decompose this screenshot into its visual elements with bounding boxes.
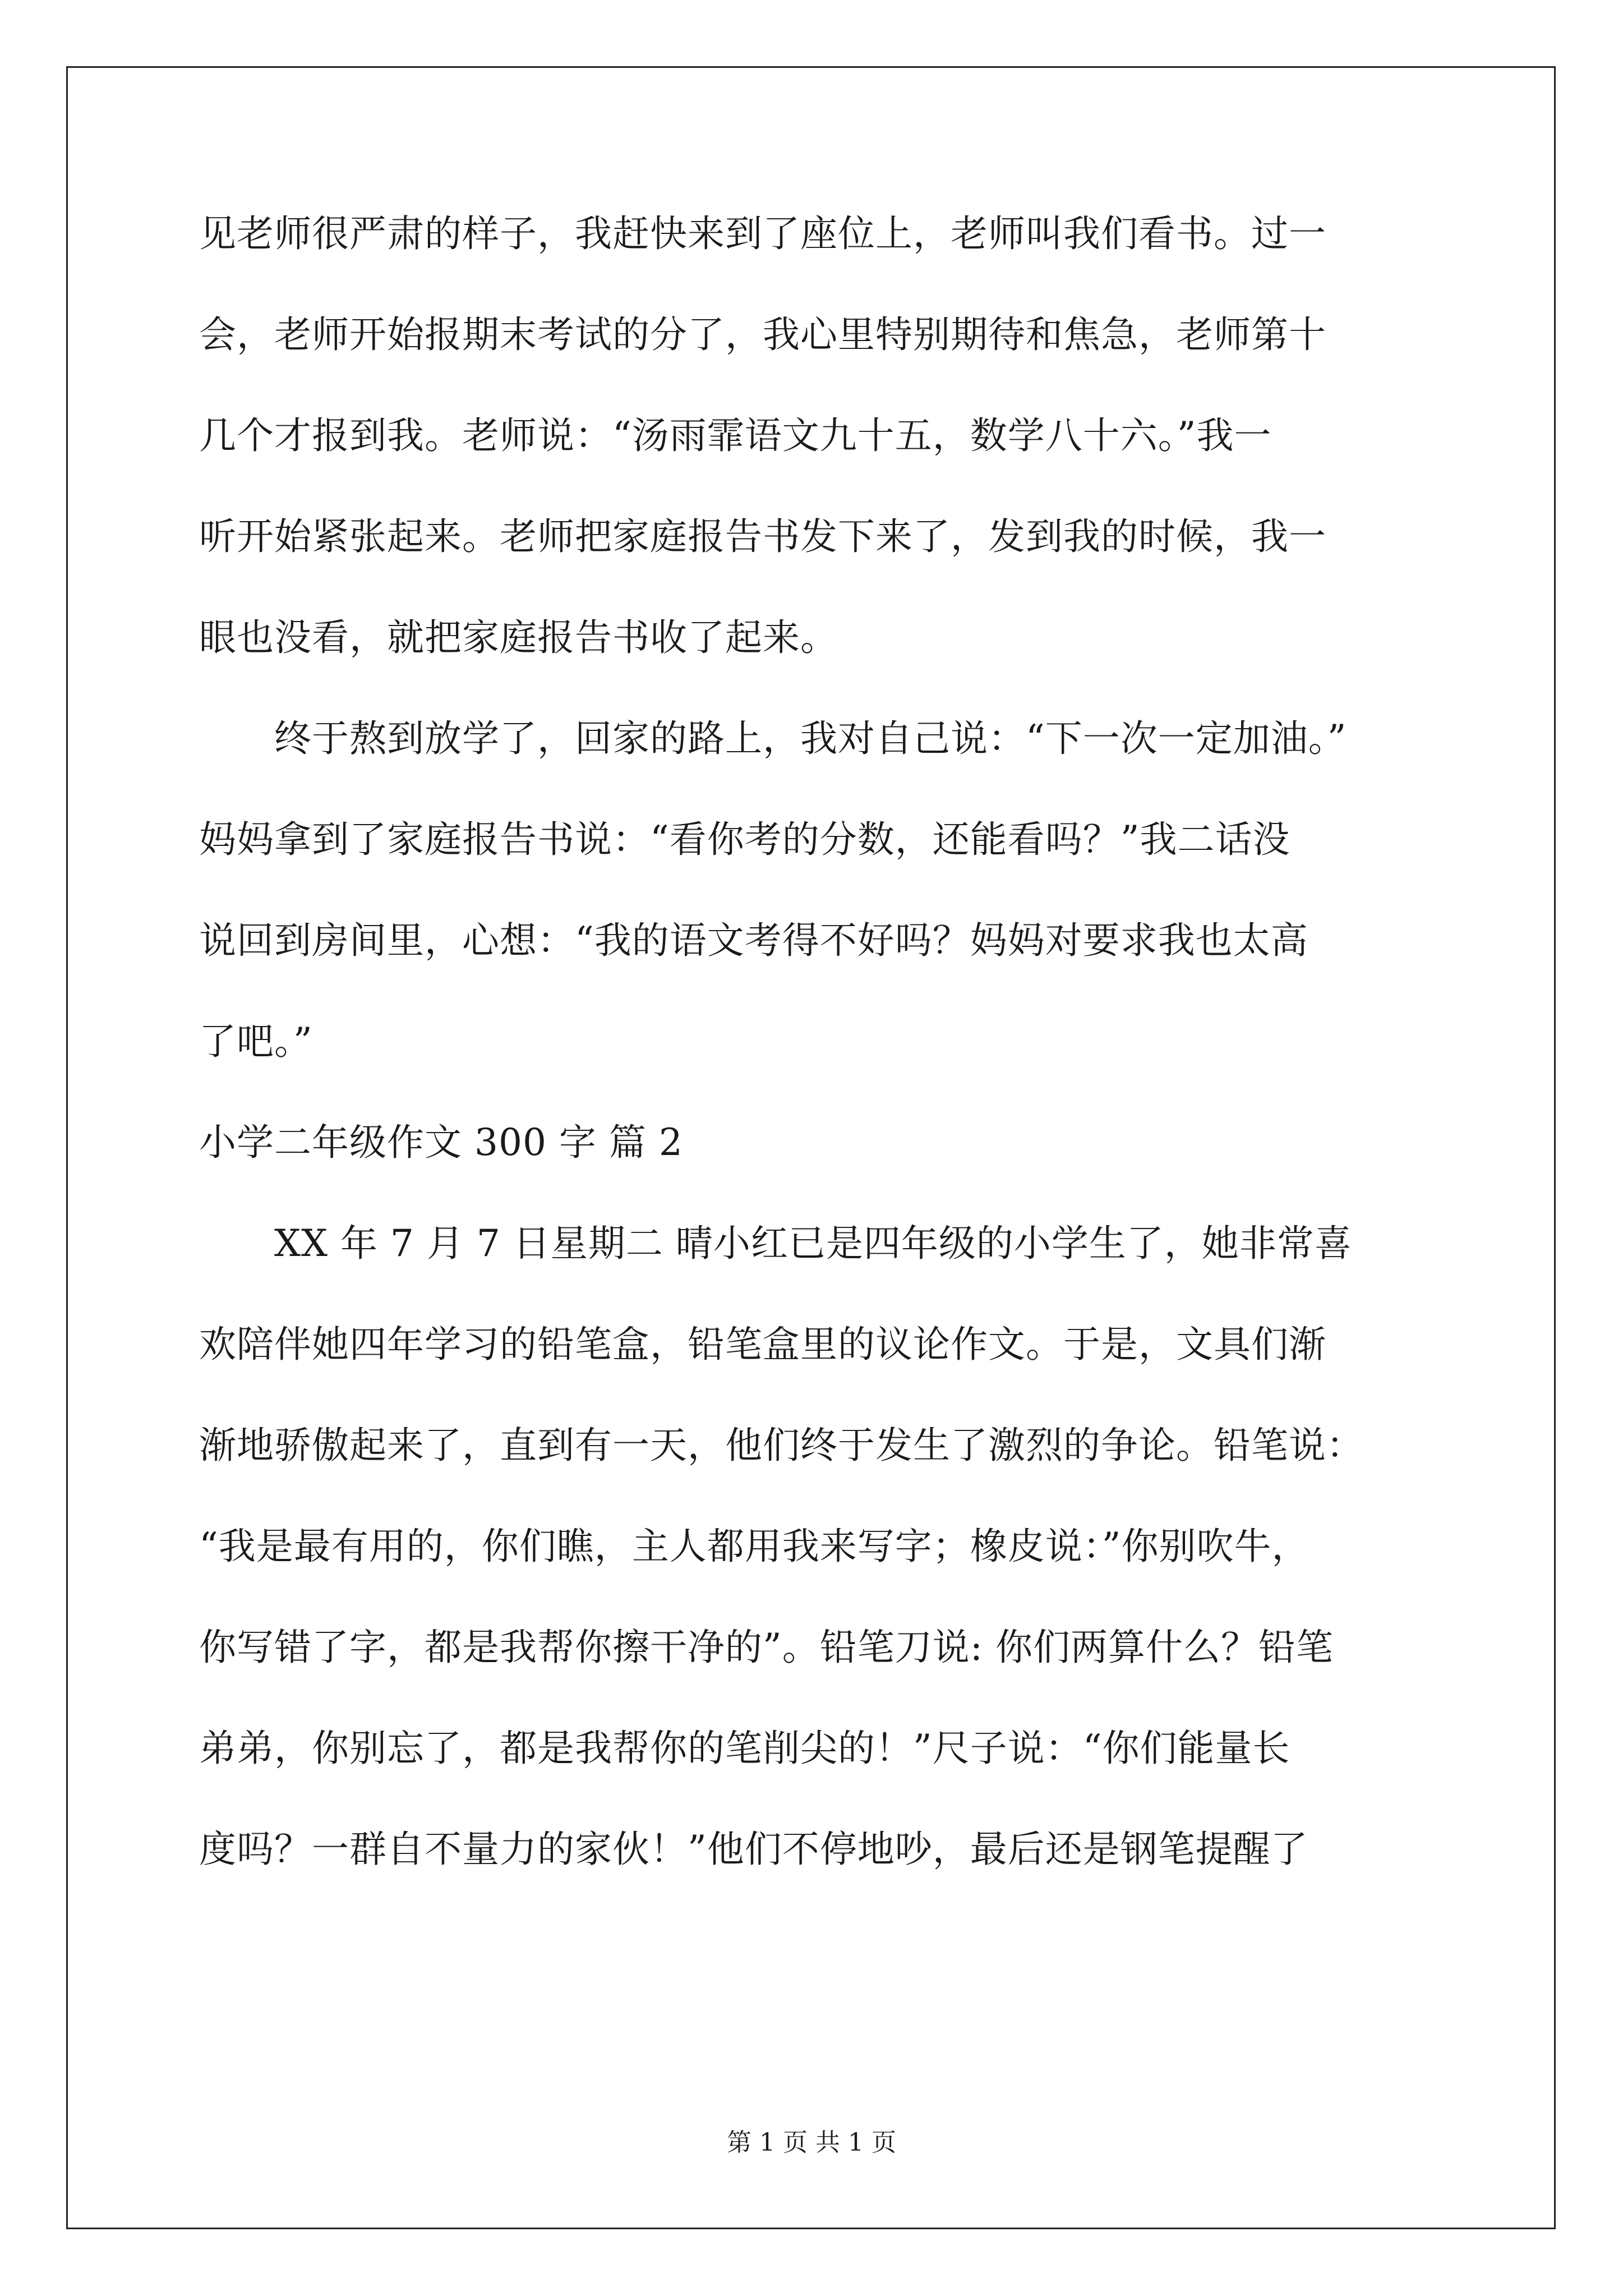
text-line: XX 年 7 月 7 日星期二 晴小红已是四年级的小学生了，她非常喜 (199, 1222, 1352, 1265)
text-line: 度吗？一群自不量力的家伙！”他们不停地吵，最后还是钢笔提醒了 (199, 1828, 1308, 1871)
text-line: 几个才报到我。老师说：“汤雨霏语文九十五，数学八十六。”我一 (199, 414, 1272, 457)
text-line: 会，老师开始报期末考试的分了，我心里特别期待和焦急，老师第十 (199, 313, 1326, 356)
text-line: 眼也没看，就把家庭报告书收了起来。 (199, 616, 838, 659)
text-line: 终于熬到放学了，回家的路上，我对自己说：“下一次一定加油。” (199, 717, 1347, 760)
text-line: 渐地骄傲起来了，直到有一天，他们终于发生了激烈的争论。铅笔说： (199, 1424, 1364, 1467)
text-line: 了吧。” (199, 1020, 313, 1063)
text-line: 说回到房间里，心想：“我的语文考得不好吗？妈妈对要求我也太高 (199, 919, 1308, 962)
text-line: 弟弟，你别忘了，都是我帮你的笔削尖的！”尺子说：“你们能量长 (199, 1727, 1290, 1770)
text-line: 欢陪伴她四年学习的铅笔盒，铅笔盒里的议论作文。于是，文具们渐 (199, 1323, 1326, 1366)
text-line: 听开始紧张起来。老师把家庭报告书发下来了，发到我的时候，我一 (199, 515, 1326, 558)
text-line: “我是最有用的，你们瞧，主人都用我来写字；橡皮说：”你别吹牛， (199, 1525, 1310, 1568)
text-line: 妈妈拿到了家庭报告书说：“看你考的分数，还能看吗？”我二话没 (199, 818, 1290, 861)
text-line: 见老师很严肃的样子，我赶快来到了座位上，老师叫我们看书。过一 (199, 212, 1326, 255)
page-footer: 第 1 页 共 1 页 (727, 2128, 896, 2157)
text-line: 你写错了字，都是我帮你擦干净的”。铅笔刀说: 你们两算什么？铅笔 (199, 1626, 1334, 1669)
section-heading: 小学二年级作文 300 字 篇 2 (199, 1121, 683, 1164)
